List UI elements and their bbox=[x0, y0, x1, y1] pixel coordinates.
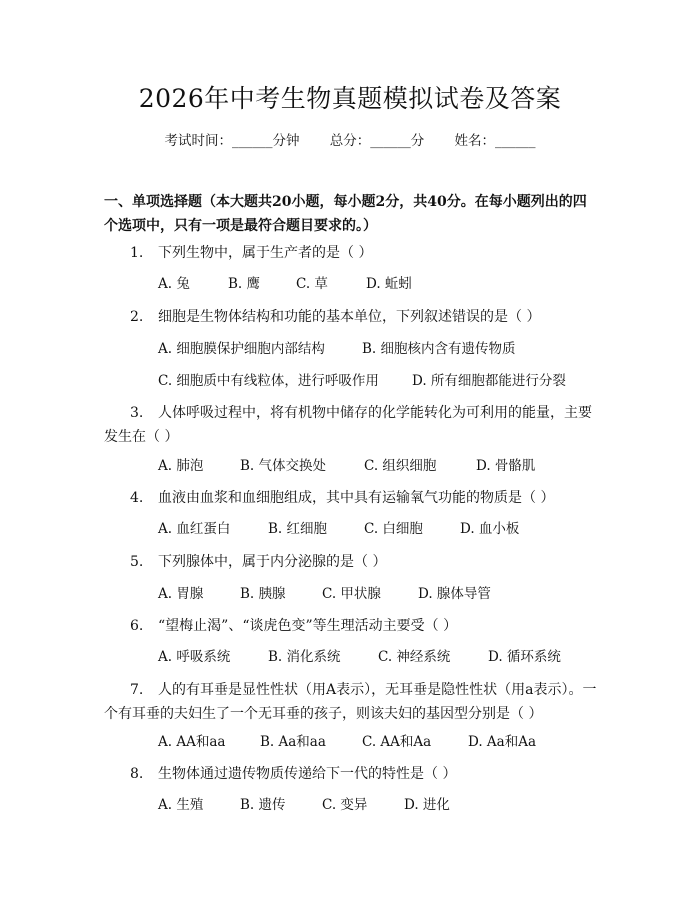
option-b: B. 消化系统 bbox=[268, 649, 341, 665]
question-text: 生物体通过遗传物质传递给下一代的特性是（ ） bbox=[158, 766, 457, 782]
option-b: B. 鹰 bbox=[228, 276, 261, 292]
section-heading: 一、单项选择题（本大题共20小题，每小题2分，共40分。在每小题列出的四个选项中，只有一项是最符合题目要求的。） bbox=[104, 194, 587, 234]
option-b: B. 气体交换处 bbox=[240, 458, 327, 474]
options-3 bbox=[158, 455, 618, 477]
option-c: C. 草 bbox=[296, 276, 328, 292]
question-text: 下列腺体中，属于内分泌腺的是（ ） bbox=[158, 554, 387, 570]
option-b: B. Aa和aa bbox=[260, 734, 326, 750]
question-text: 人的有耳垂是显性性状（用A表示），无耳垂是隐性性状（用a表示）。一个有耳垂的夫妇生了一个无耳垂的孩子，则该夫妇的基因型分别是（ ） bbox=[104, 682, 597, 722]
question-number: 1. bbox=[130, 245, 144, 261]
page-title: 2026年中考生物真题模拟试卷及答案 bbox=[138, 84, 562, 113]
question-text: 血液由血浆和血细胞组成，其中具有运输氧气功能的物质是（ ） bbox=[158, 490, 555, 506]
option-b: B. 胰腺 bbox=[240, 586, 286, 602]
question-7 bbox=[104, 678, 600, 726]
question-6 bbox=[104, 614, 600, 638]
option-a: A. 兔 bbox=[158, 276, 190, 292]
question-number: 3. bbox=[130, 405, 144, 421]
option-c: C. 组织细胞 bbox=[364, 458, 437, 474]
option-d: D. 蚯蚓 bbox=[366, 276, 412, 292]
question-number: 6. bbox=[130, 618, 144, 634]
option-a: A. 生殖 bbox=[158, 797, 204, 813]
options-6 bbox=[158, 646, 618, 668]
options-5 bbox=[158, 583, 618, 605]
options-8 bbox=[158, 794, 618, 816]
exam-time: 考试时间：______分钟 bbox=[164, 133, 300, 149]
question-5 bbox=[104, 550, 600, 574]
option-b: B. 红细胞 bbox=[268, 521, 328, 537]
option-c: C. AA和Aa bbox=[362, 734, 432, 750]
option-d: D. 进化 bbox=[404, 797, 450, 813]
question-3 bbox=[104, 401, 600, 449]
option-a: A. 肺泡 bbox=[158, 458, 204, 474]
option-d: D. 所有细胞都能进行分裂 bbox=[412, 373, 566, 389]
question-number: 7. bbox=[130, 682, 144, 698]
question-8 bbox=[104, 762, 600, 786]
option-c: C. 变异 bbox=[322, 797, 368, 813]
option-a: A. 呼吸系统 bbox=[158, 649, 231, 665]
question-number: 5. bbox=[130, 554, 144, 570]
question-1 bbox=[104, 241, 600, 265]
option-d: D. 循环系统 bbox=[488, 649, 561, 665]
question-text: 细胞是生物体结构和功能的基本单位，下列叙述错误的是（ ） bbox=[158, 309, 541, 325]
option-d: D. 腺体导管 bbox=[418, 586, 491, 602]
options-1 bbox=[158, 273, 618, 295]
option-c: C. 神经系统 bbox=[378, 649, 451, 665]
option-b: B. 细胞核内含有遗传物质 bbox=[362, 341, 516, 357]
question-2 bbox=[104, 305, 600, 329]
question-text: “望梅止渴”、“谈虎色变”等生理活动主要受（ ） bbox=[158, 618, 458, 634]
exam-info-line bbox=[0, 131, 700, 151]
options-4 bbox=[158, 518, 618, 540]
student-name: 姓名：______ bbox=[454, 133, 536, 149]
total-score: 总分：______分 bbox=[329, 133, 425, 149]
option-d: D. 骨骼肌 bbox=[476, 458, 536, 474]
question-number: 2. bbox=[130, 309, 144, 325]
option-a: A. 胃腺 bbox=[158, 586, 204, 602]
question-number: 8. bbox=[130, 766, 144, 782]
option-d: D. Aa和Aa bbox=[468, 734, 537, 750]
question-4 bbox=[104, 486, 600, 510]
option-c: C. 白细胞 bbox=[364, 521, 423, 537]
question-text: 人体呼吸过程中，将有机物中储存的化学能转化为可利用的能量，主要发生在（ ） bbox=[104, 405, 592, 445]
option-c: C. 细胞质中有线粒体，进行呼吸作用 bbox=[158, 373, 379, 389]
option-d: D. 血小板 bbox=[460, 521, 520, 537]
question-text: 下列生物中，属于生产者的是（ ） bbox=[158, 245, 373, 261]
question-number: 4. bbox=[130, 490, 144, 506]
options-7 bbox=[158, 731, 618, 753]
options-2b bbox=[158, 370, 618, 392]
option-b: B. 遗传 bbox=[240, 797, 286, 813]
option-a: A. 细胞膜保护细胞内部结构 bbox=[158, 341, 325, 357]
option-a: A. AA和aa bbox=[158, 734, 226, 750]
option-a: A. 血红蛋白 bbox=[158, 521, 231, 537]
option-c: C. 甲状腺 bbox=[322, 586, 381, 602]
options-2a bbox=[158, 338, 618, 360]
